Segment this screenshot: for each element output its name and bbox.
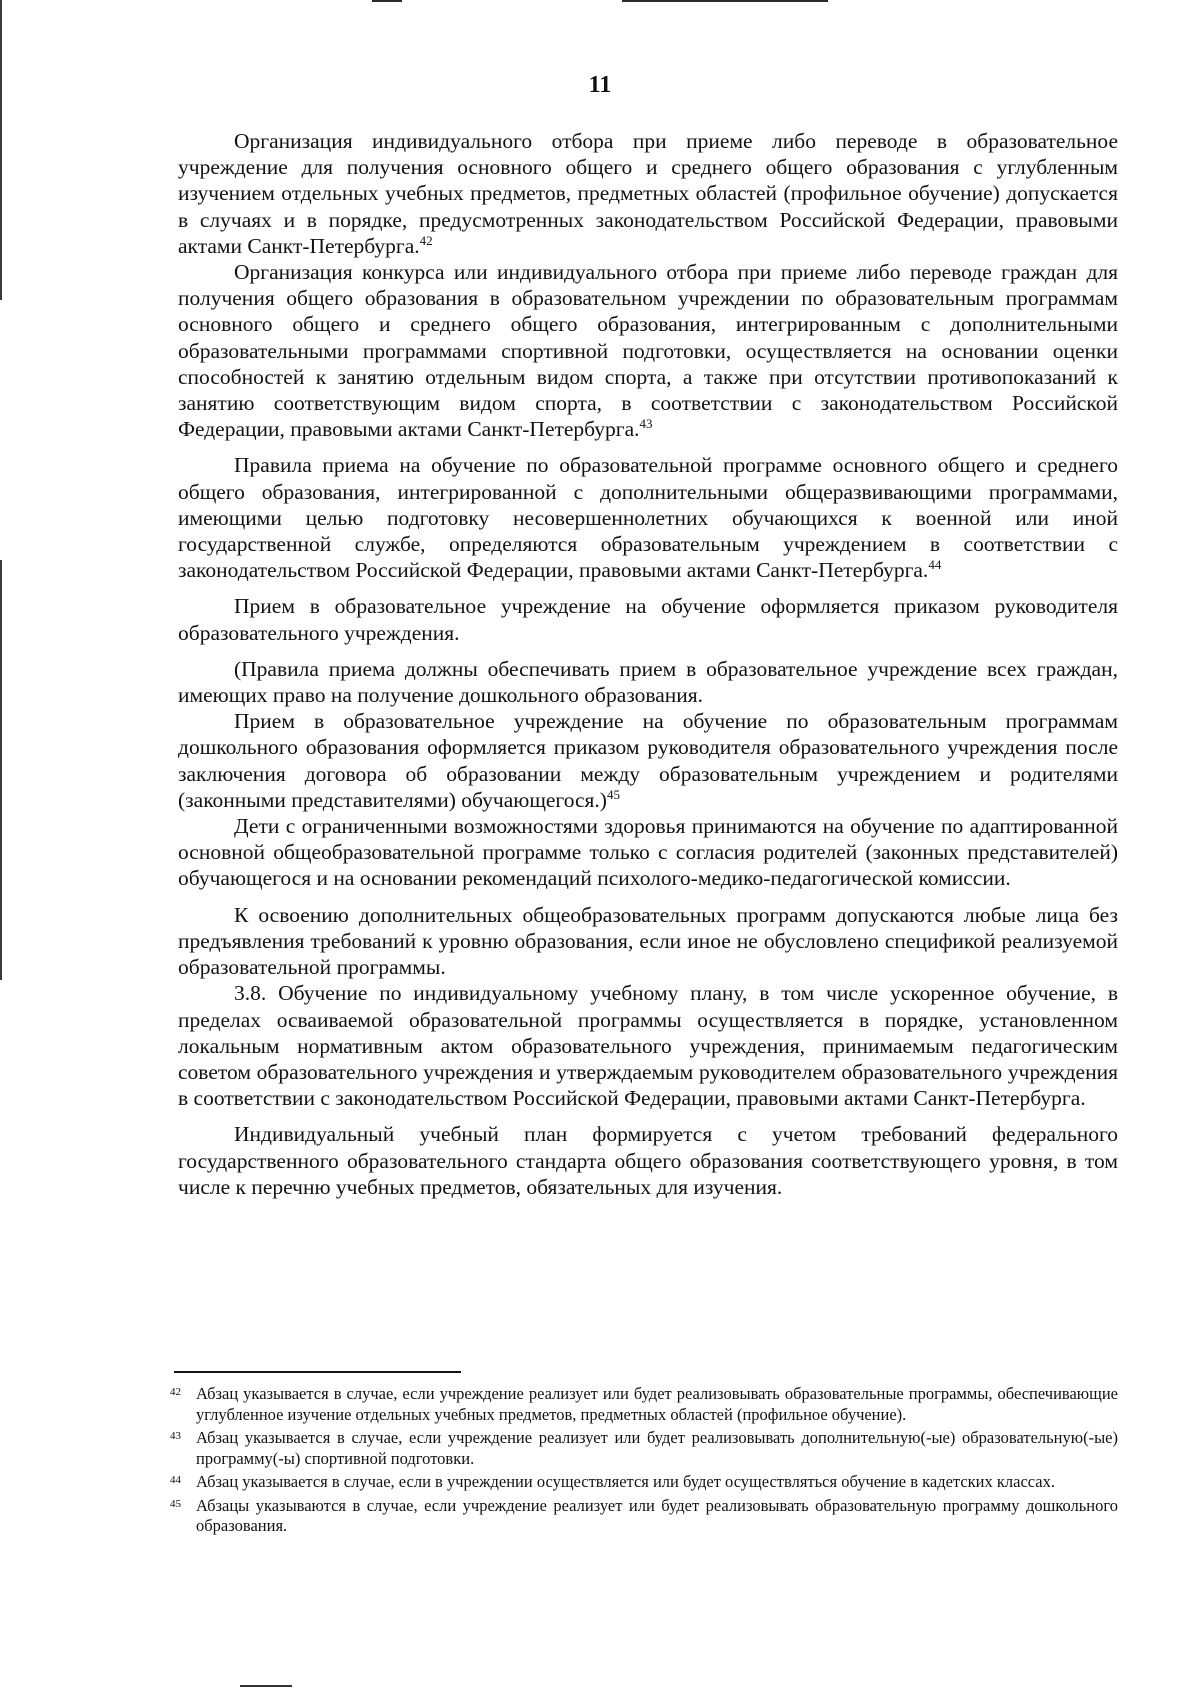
paragraph — [178, 128, 1118, 259]
footnote-ref: 42 — [419, 232, 433, 248]
paragraph-text: Организация конкурса или индивидуального отбора при приеме либо переводе граждан для получения общего образования в образовательном учреждении по образовательным программам основного общего и среднего общего образования, интегрированным с дополнительными образовательными программами спортивной подготовки, осуществляется на основании оценки способностей к занятию отдельным видом спорта, а также при отсутствии противопоказаний к занятию соответствующим видом спорта, в соответствии с законодательством Российской Федерации, правовыми актами Санкт-Петербурга. — [178, 260, 1118, 442]
page-number: 11 — [588, 72, 612, 98]
paragraph — [178, 902, 1118, 981]
footnote — [170, 1472, 1118, 1493]
footnote-number: 42 — [170, 1386, 181, 1398]
footnote-ref: 45 — [606, 786, 620, 802]
footnote-ref: 44 — [928, 557, 942, 573]
footnote-number: 43 — [170, 1430, 181, 1442]
footnote — [170, 1428, 1118, 1469]
paragraph — [178, 452, 1118, 583]
paragraph — [178, 259, 1118, 442]
scan-edge-mark — [0, 560, 2, 980]
footnote-ref: 43 — [639, 416, 653, 432]
paragraph — [178, 656, 1118, 708]
scan-edge-mark — [372, 0, 402, 2]
scan-edge-mark — [622, 0, 828, 2]
footnote-text: Абзацы указываются в случае, если учреждение реализует или будет реализовывать образовательную программу дошкольного образования. — [196, 1495, 1118, 1535]
paragraph — [178, 1121, 1118, 1200]
footnote — [170, 1496, 1118, 1537]
paragraph-text: Правила приема на обучение по образовательной программе основного общего и среднего общего образования, интегрированной с дополнительными общеразвивающими программами, имеющими целью подготовку несовершеннолетних обучающихся к военной или иной государственной службе, определяются образовательным учреждением в соответствии с законодательством Российской Федерации, правовыми актами Санкт-Петербурга. — [178, 453, 1118, 583]
paragraph-text: Организация индивидуального отбора при приеме либо переводе в образовательное учреждение для получения основного общего и среднего общего образования с углубленным изучением отдельных учебных предметов, предметных областей (профильное обучение) допускается в случаях и в порядке, предусмотренных законодательством Российской Федерации, правовыми актами Санкт-Петербурга. — [178, 129, 1118, 258]
footnote-text: Абзац указывается в случае, если в учреждении осуществляется или будет осуществляться обучение в кадетских классах. — [196, 1472, 1055, 1491]
paragraph-text: К освоению дополнительных общеобразовательных программ допускаются любые лица без предъявления требований к уровню образования, если иное не обусловлено спецификой реализуемой образовательной программы. — [178, 902, 1118, 980]
paragraph-text: (Правила приема должны обеспечивать прием в образовательное учреждение всех граждан, имеющих право на получение дошкольного образования. — [178, 656, 1118, 708]
footnote — [170, 1384, 1118, 1425]
footnotes — [170, 1384, 1118, 1540]
scan-edge-mark — [240, 1685, 292, 1687]
paragraph-text: Индивидуальный учебный план формируется с учетом требований федерального государственного образовательного стандарта общего образования соответствующего уровня, в том числе к перечню учебных предметов, обязательных для изучения. — [178, 1122, 1118, 1199]
paragraph — [178, 708, 1118, 813]
paragraph — [178, 593, 1118, 645]
paragraph-text: Прием в образовательное учреждение на обучение оформляется приказом руководителя образовательного учреждения. — [178, 594, 1118, 645]
paragraph — [178, 813, 1118, 892]
footnote-number: 44 — [170, 1474, 181, 1486]
footnote-separator — [174, 1371, 461, 1373]
body-text — [178, 128, 1118, 1200]
footnote-text: Абзац указывается в случае, если учреждение реализует или будет реализовывать образовательные программы, обеспечивающие углубленное изучение отдельных учебных предметов, предметных областей (профильное обучение). — [196, 1384, 1118, 1424]
paragraph-text: Дети с ограниченными возможностями здоровья принимаются на обучение по адаптированной основной общеобразовательной программе только с согласия родителей (законных представителей) обучающегося и на основании рекомендаций психолого-медико-педагогической комиссии. — [178, 814, 1118, 891]
paragraph-text: Прием в образовательное учреждение на обучение по образовательным программам дошкольного образования оформляется приказом руководителя образовательного учреждения после заключения договора об образовании между образовательным учреждением и родителями (законными представителями) обучающегося.) — [178, 709, 1118, 812]
footnote-number: 45 — [170, 1497, 181, 1510]
paragraph-text: 3.8. Обучение по индивидуальному учебному плану, в том числе ускоренное обучение, в пределах осваиваемой образовательной программы осуществляется в порядке, установленном локальным нормативным актом образовательного учреждения, принимаемым педагогическим советом образовательного учреждения и утверждаемым руководителем образовательного учреждения в соответствии с законодательством Российской Федерации, правовыми актами Санкт-Петербурга. — [178, 981, 1118, 1111]
paragraph — [178, 980, 1118, 1111]
footnote-text: Абзац указывается в случае, если учреждение реализует или будет реализовывать дополнительную(-ые) образовательную(-ые) программу(-ы) спортивной подготовки. — [196, 1428, 1118, 1468]
scan-edge-mark — [0, 0, 2, 300]
